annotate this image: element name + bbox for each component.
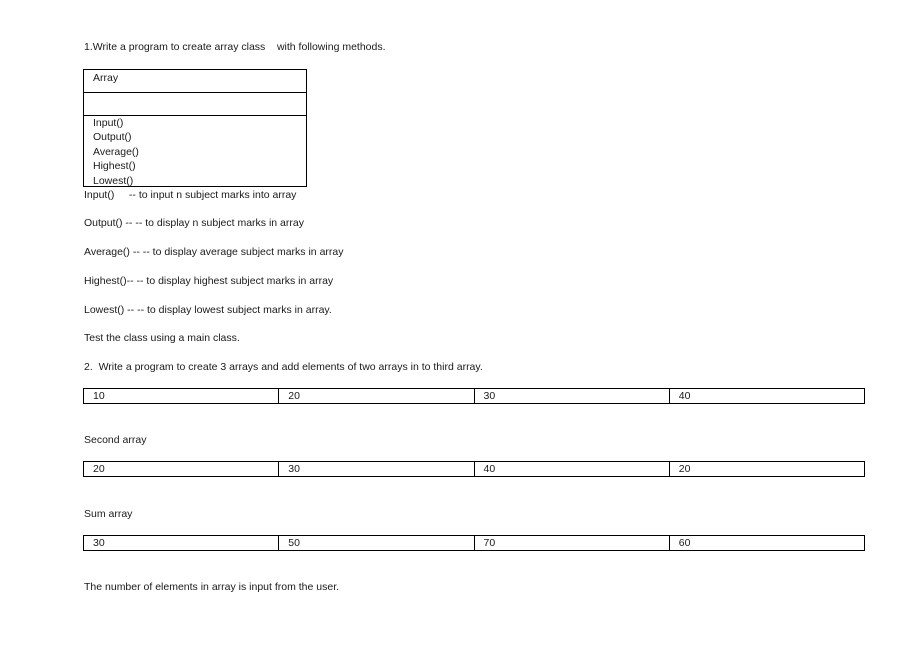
array-cell: 20	[279, 389, 474, 403]
array-cell: 20	[84, 462, 279, 476]
sum-array-label: Sum array	[84, 508, 133, 520]
question-1-title: 1.Write a program to create array class with following methods.	[84, 41, 386, 53]
array-cell: 60	[678, 537, 691, 549]
test-note: Test the class using a main class.	[84, 332, 240, 344]
description-average: Average() -- -- to display average subject marks in array	[84, 246, 344, 258]
array-cell: 20	[678, 463, 691, 475]
question-2-title: 2. Write a program to create 3 arrays and add elements of two arrays in to third array.	[84, 361, 483, 373]
first-array-table	[83, 388, 865, 404]
description-highest: Highest()-- -- to display highest subject marks in array	[84, 275, 334, 287]
method-input: Input()	[93, 117, 124, 129]
sum-array-table	[83, 535, 865, 551]
array-cell: 30	[84, 536, 279, 550]
class-name: Array	[93, 72, 119, 84]
method-highest: Highest()	[93, 160, 136, 173]
class-methods-section	[93, 116, 139, 188]
second-array-label: Second array	[84, 434, 147, 446]
footer-note: The number of elements in array is input from the user.	[84, 581, 340, 593]
array-cell: 50	[279, 536, 474, 550]
array-cell: 30	[279, 462, 474, 476]
array-cell: 40	[678, 390, 691, 402]
second-array-table	[83, 461, 865, 477]
description-input: Input() -- to input n subject marks into array	[84, 189, 297, 201]
class-name-section	[84, 70, 306, 93]
class-attributes-section	[84, 93, 306, 116]
method-output: Output()	[93, 131, 132, 144]
method-lowest: Lowest()	[93, 174, 134, 187]
description-output: Output() -- -- to display n subject marks in array	[84, 217, 304, 229]
array-cell: 40	[475, 462, 670, 476]
class-diagram	[83, 69, 307, 187]
array-cell: 10	[84, 389, 279, 403]
method-average: Average()	[93, 145, 139, 158]
array-cell: 70	[475, 536, 670, 550]
description-lowest: Lowest() -- -- to display lowest subject marks in array.	[84, 304, 332, 316]
array-cell: 30	[475, 389, 670, 403]
